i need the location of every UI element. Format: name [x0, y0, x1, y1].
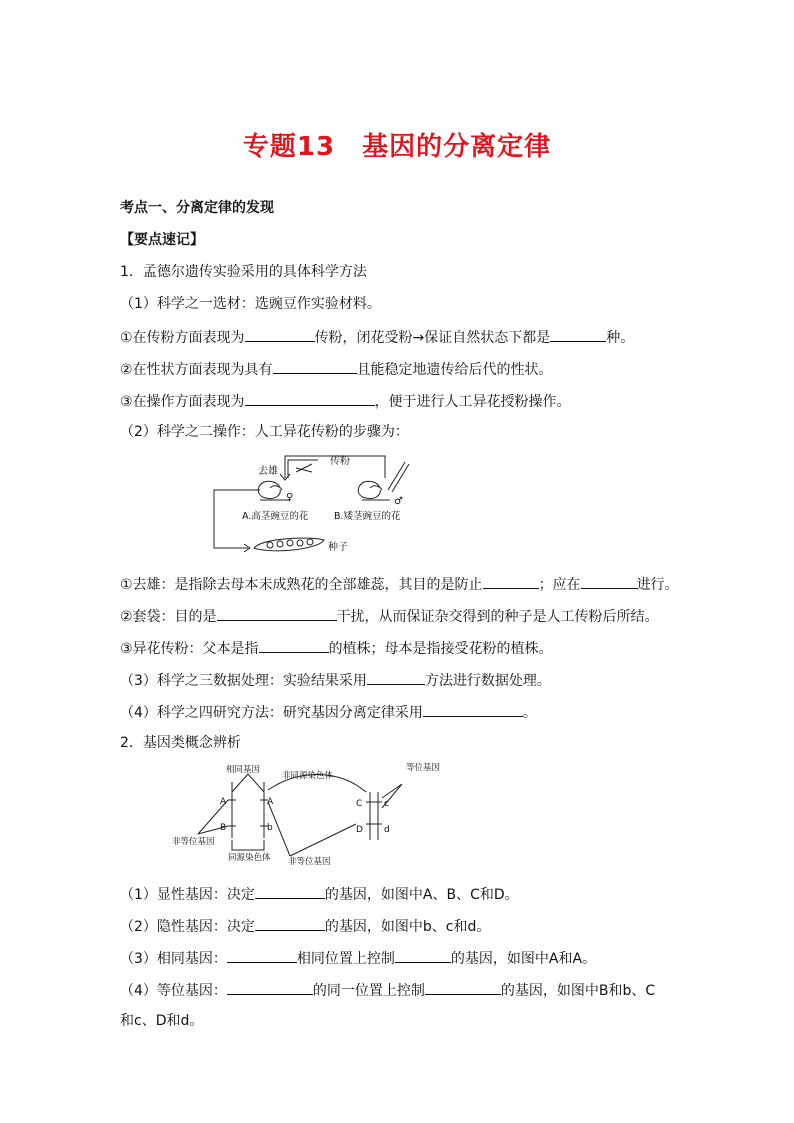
female-symbol: ♀ — [286, 492, 294, 503]
allele-label: 等位基因 — [406, 763, 440, 773]
text-segment: 的植株；母本是指接受花粉的植株。 — [328, 641, 553, 657]
homologous-bracket — [232, 840, 264, 850]
section-heading: 考点一、分离定律的发现 — [120, 200, 274, 216]
answer-blank[interactable] — [483, 574, 539, 589]
memo-heading: 【要点速记】 — [120, 232, 204, 248]
text-segment: ②套袋：目的是 — [120, 609, 217, 625]
text-segment: 传粉，闭花受粉→保证自然状态下都是 — [314, 330, 551, 346]
homologous-label: 同源染色体 — [228, 853, 271, 863]
text-segment: 的基因，如图中b、c和d。 — [324, 919, 491, 935]
text-segment: ，便于进行人工异花授粉操作。 — [374, 394, 571, 410]
line-cross-pollination — [120, 638, 553, 658]
seed-pod-icon — [254, 538, 324, 551]
answer-blank[interactable] — [245, 391, 375, 406]
tweezers-icon — [388, 462, 409, 492]
nonallelic-bottom-lines — [268, 802, 356, 856]
line-recessive-gene — [120, 916, 490, 936]
text-segment: （4）等位基因： — [120, 983, 227, 999]
text-segment: 相同位置上控制 — [296, 951, 395, 967]
pollination-figure — [200, 448, 430, 560]
line-same-gene — [120, 948, 596, 968]
answer-blank[interactable] — [255, 916, 325, 931]
gene-concept-figure — [170, 760, 440, 870]
answer-blank[interactable] — [395, 948, 451, 963]
seed-label: 种子 — [328, 542, 348, 553]
text-segment: 干扰，从而保证杂交得到的种子是人工传粉后所结。 — [336, 609, 659, 625]
text-segment: ③在操作方面表现为 — [120, 394, 245, 410]
line-research-method — [120, 702, 537, 722]
gene-label-d-lower: d — [384, 825, 390, 835]
text-segment: 且能稳定地遗传给后代的性状。 — [356, 362, 553, 378]
text-segment: ；应在 — [538, 577, 581, 593]
text-segment: 的基因，如图中A和A。 — [450, 951, 597, 967]
gene-label-b-upper: B — [220, 823, 227, 833]
flower-a-label: A.高茎豌豆的花 — [242, 511, 309, 522]
gene-label-d-upper: D — [356, 825, 363, 835]
line-allele-continued: 和c、D和d。 — [120, 1013, 204, 1029]
text-segment: 进行。 — [636, 577, 679, 593]
pollination-label: 传粉 — [330, 456, 350, 467]
text-segment: 的基因，如图中A、B、C和D。 — [324, 887, 519, 903]
gene-label-a-right: A — [267, 797, 274, 807]
text-segment: 的基因，如图中B和b、C — [500, 983, 656, 999]
item2-heading: 2．基因类概念辨析 — [120, 735, 241, 751]
line-emasculation — [120, 574, 679, 594]
answer-blank[interactable] — [255, 884, 325, 899]
answer-blank[interactable] — [367, 670, 425, 685]
line-operation — [120, 391, 571, 411]
line-traits — [120, 359, 553, 379]
line-allele — [120, 980, 655, 1000]
male-symbol: ♂ — [394, 496, 403, 507]
answer-blank[interactable] — [217, 606, 337, 621]
text-segment: ①去雄：是指除去母本未成熟花的全部雄蕊，其目的是防止 — [120, 577, 483, 593]
flower-b-icon — [358, 481, 390, 500]
answer-blank[interactable] — [273, 359, 357, 374]
answer-blank[interactable] — [423, 702, 523, 717]
nonallelic-left-label: 非等位基因 — [172, 837, 215, 847]
paragraph-material: （1）科学之一选材：选豌豆作实验材料。 — [120, 296, 381, 312]
text-segment: ②在性状方面表现为具有 — [120, 362, 273, 378]
nonallelic-bottom-label: 非等位基因 — [288, 857, 331, 867]
nonhomologous-label: 非同源染色体 — [282, 771, 334, 781]
text-segment: ①在传粉方面表现为 — [120, 330, 245, 346]
answer-blank[interactable] — [227, 948, 297, 963]
text-segment: ③异花传粉：父本是指 — [120, 641, 259, 657]
answer-blank[interactable] — [227, 980, 313, 995]
line-pollination — [120, 327, 634, 347]
answer-blank[interactable] — [425, 980, 501, 995]
gene-label-c-lower: c — [384, 799, 389, 809]
page-title: 专题13 基因的分离定律 — [242, 132, 552, 162]
text-segment: （3）相同基因： — [120, 951, 227, 967]
item1-heading: 1．孟德尔遗传实验采用的具体科学方法 — [120, 264, 367, 280]
same-gene-label: 相同基因 — [226, 765, 261, 775]
gene-label-b-lower: b — [267, 823, 273, 833]
gene-label-c-upper: C — [356, 799, 363, 809]
line-dominant-gene — [120, 884, 519, 904]
paragraph-operation: （2）科学之二操作：人工异花传粉的步骤为： — [120, 424, 409, 440]
gene-label-a-left: A — [220, 797, 227, 807]
emasculation-label: 去雄 — [258, 466, 278, 477]
flower-b-label: B.矮茎豌豆的花 — [334, 511, 401, 522]
answer-blank[interactable] — [581, 574, 637, 589]
text-segment: 种。 — [606, 330, 635, 346]
text-segment: 的同一位置上控制 — [312, 983, 425, 999]
scissors-icon — [296, 464, 312, 472]
text-segment: 。 — [522, 705, 537, 721]
line-bagging — [120, 606, 659, 626]
answer-blank[interactable] — [245, 327, 315, 342]
answer-blank[interactable] — [550, 327, 606, 342]
text-segment: 方法进行数据处理。 — [424, 673, 551, 689]
same-gene-lines — [232, 774, 264, 792]
text-segment: （3）科学之三数据处理：实验结果采用 — [120, 673, 367, 689]
text-segment: （2）隐性基因：决定 — [120, 919, 255, 935]
line-data-processing — [120, 670, 551, 690]
text-segment: （1）显性基因：决定 — [120, 887, 255, 903]
answer-blank[interactable] — [259, 638, 329, 653]
text-segment: （4）科学之四研究方法：研究基因分离定律采用 — [120, 705, 423, 721]
